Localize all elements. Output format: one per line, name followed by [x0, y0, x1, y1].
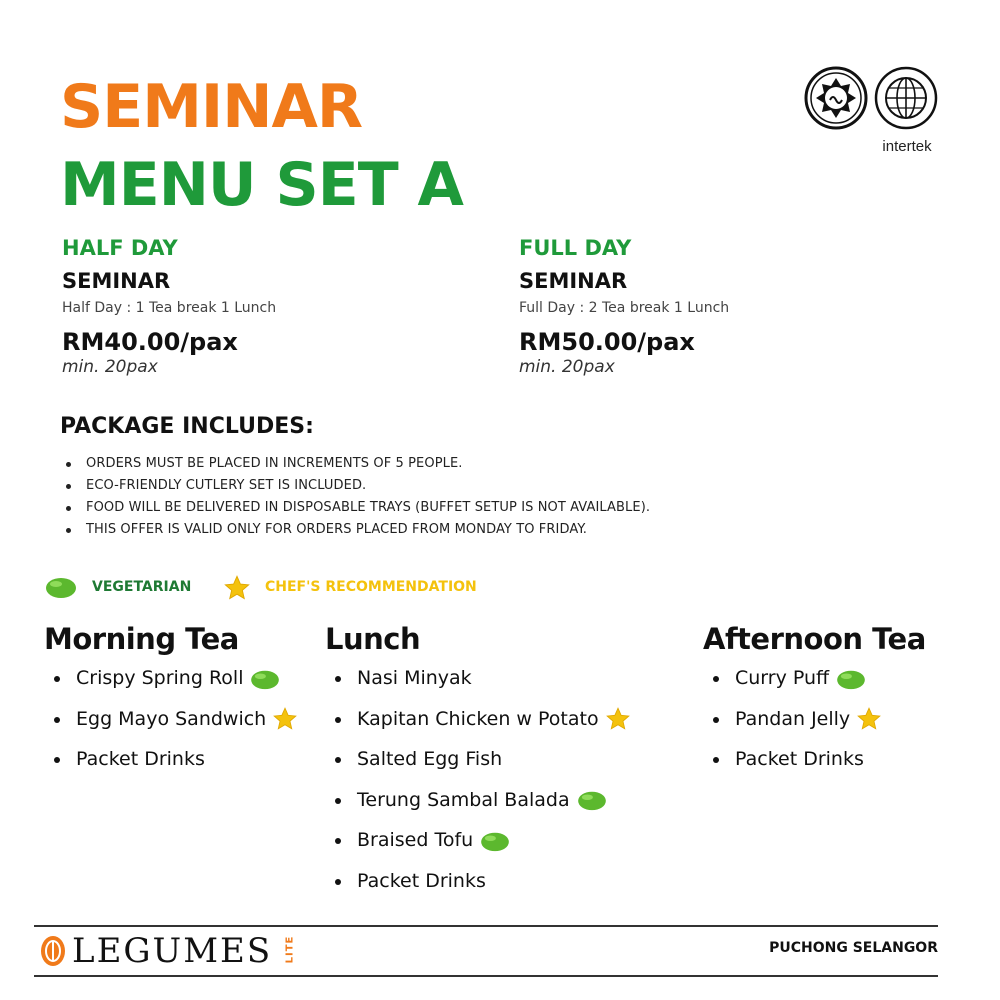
- menu-item: [325, 780, 695, 821]
- menu-list: [325, 658, 695, 901]
- menu-item-label: Packet Drinks: [76, 748, 205, 770]
- menu-item: [325, 820, 695, 861]
- legend-vegetarian-label: VEGETARIAN: [92, 579, 192, 595]
- plan-minimum: min. 20pax: [62, 357, 158, 377]
- plan-kind: FULL DAY: [519, 236, 632, 260]
- package-list: [64, 453, 650, 541]
- plan-kind: HALF DAY: [62, 236, 178, 260]
- plan-price: RM40.00/pax: [62, 328, 238, 356]
- menu-item: [325, 699, 695, 740]
- brand-name: LEGUMES: [72, 931, 273, 971]
- star-icon: [272, 706, 298, 732]
- column-title: Morning Tea: [44, 622, 239, 656]
- menu-item-label: Egg Mayo Sandwich: [76, 707, 267, 730]
- package-item: FOOD WILL BE DELIVERED IN DISPOSABLE TRAYS (BUFFET SETUP IS NOT AVAILABLE).: [64, 497, 650, 519]
- menu-item-label: Kapitan Chicken w Potato: [357, 707, 599, 730]
- package-item: ECO-FRIENDLY CUTLERY SET IS INCLUDED.: [64, 475, 650, 497]
- menu-item: [703, 739, 973, 780]
- package-title: PACKAGE INCLUDES:: [60, 414, 314, 439]
- menu-item: [325, 861, 695, 902]
- menu-item-label: Terung Sambal Balada: [357, 788, 570, 811]
- lunch-column: [325, 620, 695, 901]
- legend-chef-label: CHEF'S RECOMMENDATION: [265, 579, 477, 595]
- menu-item: [44, 739, 324, 780]
- menu-item-label: Packet Drinks: [357, 869, 486, 892]
- plan-description: Full Day : 2 Tea break 1 Lunch: [519, 300, 730, 316]
- location: PUCHONG SELANGOR: [769, 940, 938, 956]
- halal-badge-icon: [804, 66, 868, 130]
- intertek-globe-icon: [874, 66, 938, 130]
- plan-description: Half Day : 1 Tea break 1 Lunch: [62, 300, 277, 316]
- package-item: THIS OFFER IS VALID ONLY FOR ORDERS PLACED FROM MONDAY TO FRIDAY.: [64, 519, 650, 541]
- vegetarian-icon: [249, 667, 281, 691]
- menu-item-label: Packet Drinks: [735, 748, 864, 770]
- column-title: Lunch: [325, 622, 421, 656]
- brand-tag-label: LITE: [284, 935, 296, 964]
- full-day-plan: [519, 234, 859, 377]
- legend: [44, 574, 564, 602]
- half-day-plan: [62, 234, 402, 377]
- plan-name: SEMINAR: [519, 269, 628, 293]
- menu-item-label: Salted Egg Fish: [357, 748, 503, 770]
- page-title-line2: MENU SET A: [60, 150, 463, 220]
- morning-tea-column: [44, 620, 324, 780]
- page-title-line1: SEMINAR: [60, 72, 363, 142]
- footer-divider-top: [34, 925, 938, 927]
- vegetarian-icon: [835, 667, 867, 691]
- menu-list: [703, 658, 973, 780]
- star-icon: [605, 706, 631, 732]
- menu-item-label: Crispy Spring Roll: [76, 667, 244, 689]
- package-item: ORDERS MUST BE PLACED IN INCREMENTS OF 5 PEOPLE.: [64, 453, 650, 475]
- menu-item-label: Curry Puff: [735, 667, 830, 689]
- menu-item-label: Nasi Minyak: [357, 667, 472, 689]
- menu-item: [703, 699, 973, 740]
- menu-item: [44, 658, 324, 699]
- menu-item: [325, 739, 695, 780]
- afternoon-tea-column: [703, 620, 973, 780]
- star-icon: [856, 706, 882, 732]
- brand-tag: [286, 934, 300, 968]
- menu-list: [44, 658, 324, 780]
- vegetarian-icon: [576, 788, 608, 812]
- vegetarian-icon: [479, 829, 511, 853]
- certification-logos: [800, 64, 940, 164]
- star-icon: [223, 574, 251, 602]
- brand-logo-icon: [38, 933, 68, 969]
- menu-item: [703, 658, 973, 699]
- column-title: Afternoon Tea: [703, 622, 926, 656]
- intertek-brand: intertek: [882, 138, 932, 155]
- vegetarian-icon: [44, 574, 78, 600]
- plan-minimum: min. 20pax: [519, 357, 615, 377]
- plan-price: RM50.00/pax: [519, 328, 695, 356]
- menu-item-label: Pandan Jelly: [735, 707, 851, 730]
- footer-divider-bottom: [34, 975, 938, 977]
- menu-item: [325, 658, 695, 699]
- menu-item: [44, 699, 324, 740]
- menu-item-label: Braised Tofu: [357, 829, 474, 851]
- plan-name: SEMINAR: [62, 269, 171, 293]
